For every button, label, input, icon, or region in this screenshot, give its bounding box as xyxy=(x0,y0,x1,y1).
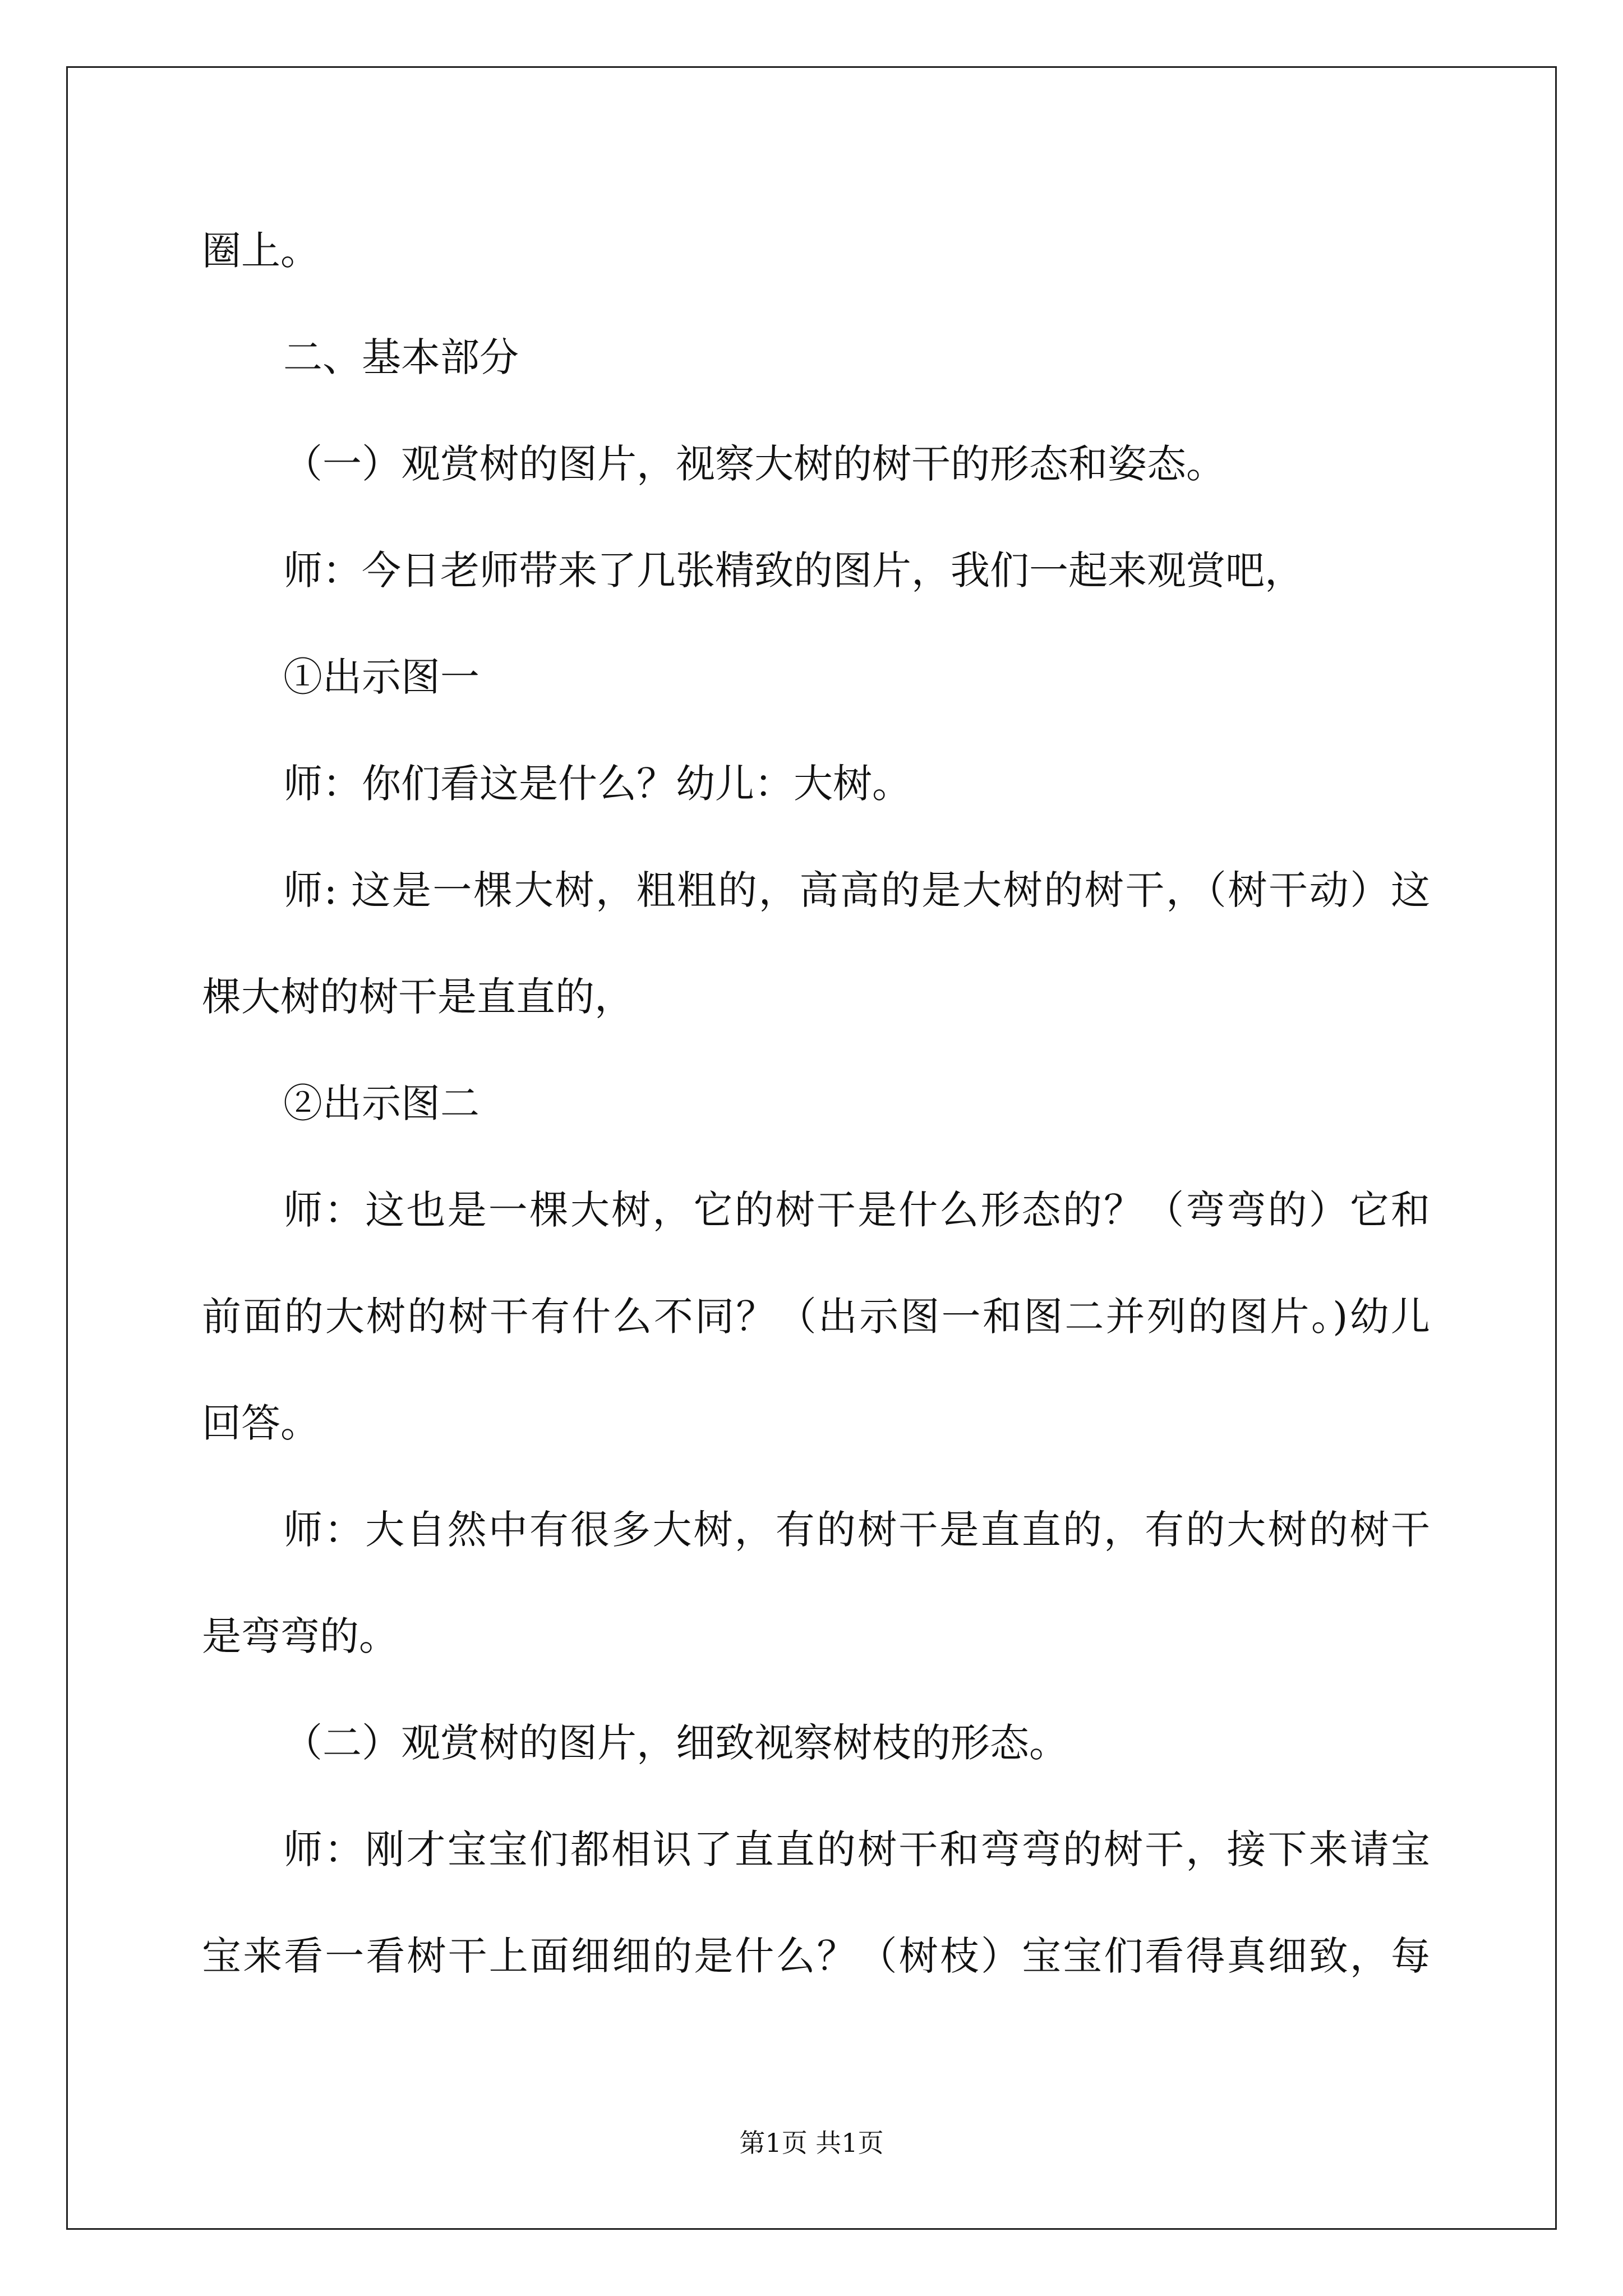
text-line: 师：大自然中有很多大树，有的树干是直直的，有的大树的树干 xyxy=(283,1507,1430,1553)
text-line: 是弯弯的。 xyxy=(202,1613,398,1659)
text-line: 师：这也是一棵大树，它的树干是什么形态的？（弯弯的）它和 xyxy=(283,1187,1430,1233)
text-line: 师：今日老师带来了几张精致的图片，我们一起来观赏吧， xyxy=(283,547,1304,593)
subsection-heading: （一）观赏树的图片，视察大树的树干的形态和姿态。 xyxy=(283,441,1225,487)
text-line: 宝来看一看树干上面细细的是什么？（树枝）宝宝们看得真细致，每 xyxy=(202,1933,1430,1979)
text-line: 师：刚才宝宝们都相识了直直的树干和弯弯的树干，接下来请宝 xyxy=(283,1826,1430,1872)
text-line: ①出示图一 xyxy=(283,654,479,700)
section-heading: 二、基本部分 xyxy=(283,334,519,380)
text-line: 回答。 xyxy=(202,1400,320,1446)
subsection-heading: （二）观赏树的图片，细致视察树枝的形态。 xyxy=(283,1720,1068,1766)
text-line: 圈上。 xyxy=(202,228,320,274)
text-line: 前面的大树的树干有什么不同？（出示图一和图二并列的图片。)幼儿 xyxy=(202,1294,1430,1340)
text-line: ②出示图二 xyxy=(283,1080,479,1126)
page-border xyxy=(66,66,1557,2230)
page-footer: 第1页 共1页 xyxy=(739,2128,884,2158)
text-line: 棵大树的树干是直直的， xyxy=(202,974,634,1020)
text-line: 师: 这是一棵大树，粗粗的，高高的是大树的树干，（树干动）这 xyxy=(283,867,1430,913)
text-line: 师：你们看这是什么？幼儿：大树。 xyxy=(283,761,911,807)
